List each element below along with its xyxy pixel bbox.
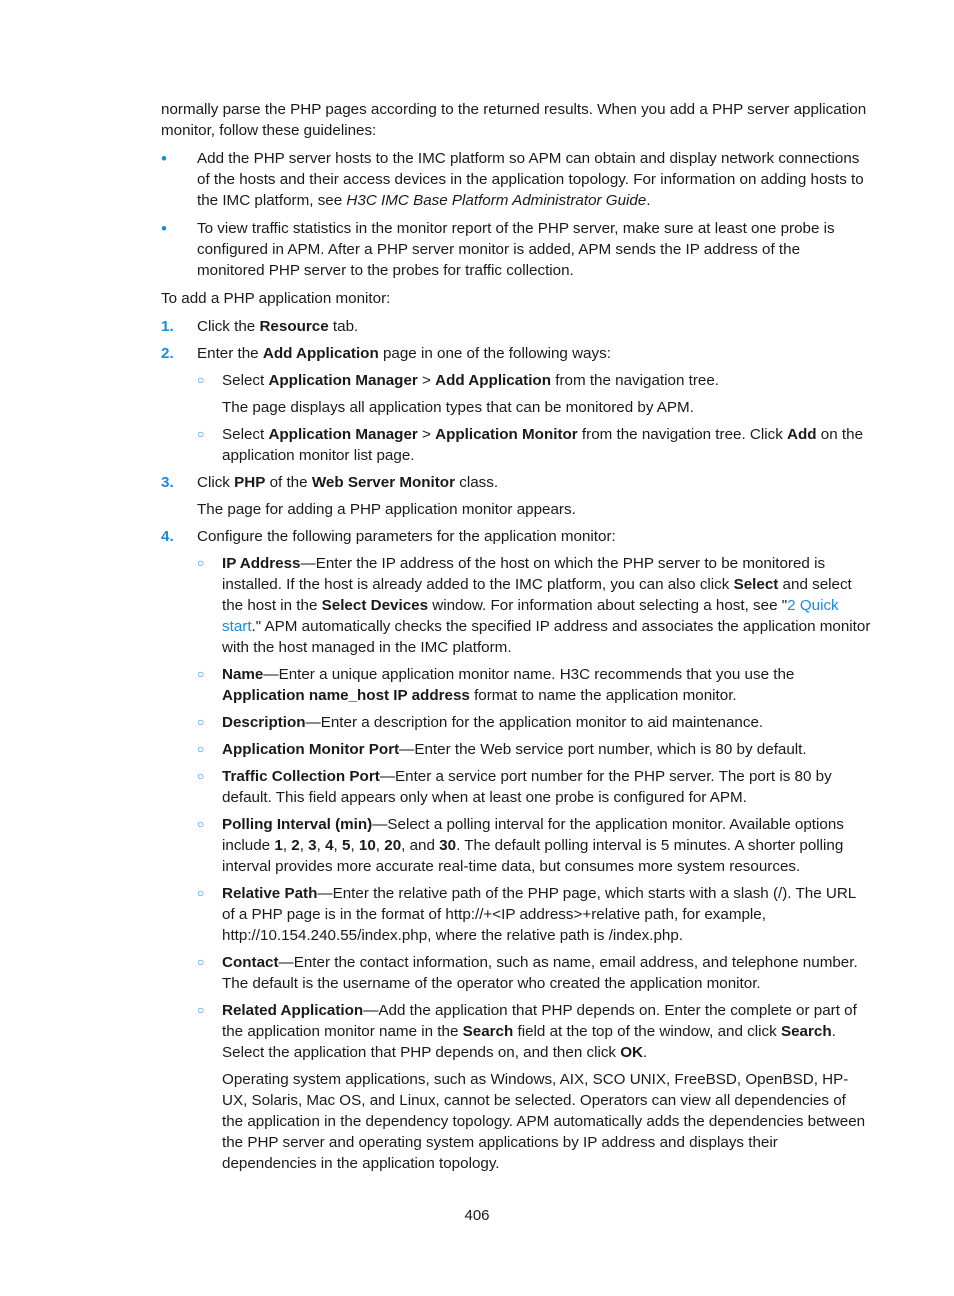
step-1: 1. Click the Resource tab. [161, 318, 359, 335]
procedure-lead: To add a PHP application monitor: [161, 290, 391, 307]
bullet-marker: • [161, 149, 167, 168]
step-2: 2. Enter the Add Application page in one of the following ways: [161, 345, 611, 362]
circle-marker: ○ [197, 769, 205, 783]
circle-marker: ○ [197, 1003, 205, 1017]
step-2-option-1: ○ Select Application Manager > Add Application from the navigation tree. [197, 372, 719, 389]
quick-start-link[interactable]: 2 Quick start [222, 597, 839, 635]
step-number: 3. [161, 474, 174, 491]
intro-paragraph: normally parse the PHP pages according to the returned results. When you add a PHP server application monitor, follow these guidelines: [161, 101, 867, 139]
related-application-note: Operating system applications, such as Windows, AIX, SCO UNIX, FreeBSD, OpenBSD, HP-UX, Solaris, Mac OS, and Linux, cannot be selected. Operators can view all dependencies of the application in the dependency topology. APM automatically adds the dependencies between the PHP server and operating system applications by IP address and displays their dependencies in the application topology. [222, 1071, 866, 1172]
circle-marker: ○ [197, 742, 205, 756]
bullet-marker: • [161, 219, 167, 238]
step-3-note: The page for adding a PHP application monitor appears. [197, 501, 576, 518]
step-number: 2. [161, 345, 174, 362]
step-2-option-2: ○ Select Application Manager > Application Monitor from the navigation tree. Click Add on the application monitor list page. [197, 426, 864, 464]
circle-marker: ○ [197, 556, 205, 570]
guide-reference: H3C IMC Base Platform Administrator Guide [346, 192, 647, 209]
page-number: 406 [464, 1207, 490, 1224]
step-number: 4. [161, 528, 174, 545]
circle-marker: ○ [197, 817, 205, 831]
page-content [161, 99, 871, 1180]
guideline-bullet-1: • Add the PHP server hosts to the IMC platform so APM can obtain and display network connections of the hosts and their access devices in the application topology. For information on adding hosts to the IMC platform, see H3C IMC Base Platform Administrator Guide. [161, 149, 864, 209]
param-polling-interval: ○ Polling Interval (min)—Select a polling interval for the application monitor. Available options include 1, 2, 3, 4, 5, 10, 20, and 30. The default polling interval is 5 minutes. A shorter polling interval provides more accurate real-time data, but consumes more system resources. [197, 816, 844, 875]
step-4: 4. Configure the following parameters for the application monitor: [161, 528, 616, 545]
param-related-application: ○ Related Application—Add the application that PHP depends on. Enter the complete or part of the application monitor name in the Search field at the top of the window, and click Search. Select the application that PHP depends on, and then click OK. [197, 1002, 857, 1061]
step-3: 3. Click PHP of the Web Server Monitor class. [161, 474, 499, 491]
circle-marker: ○ [197, 667, 205, 681]
circle-marker: ○ [197, 427, 205, 441]
circle-marker: ○ [197, 955, 205, 969]
param-relative-path: ○ Relative Path—Enter the relative path of the PHP page, which starts with a slash (/). The URL of a PHP page is in the format of http://+<IP address>+relative path, for example, http://10.154.240.55/index.php, where the relative path is /index.php. [197, 885, 856, 944]
param-contact: ○ Contact—Enter the contact information, such as name, email address, and telephone number. The default is the username of the operator who created the application monitor. [197, 954, 858, 992]
param-application-monitor-port: ○ Application Monitor Port—Enter the Web service port number, which is 80 by default. [197, 741, 807, 758]
step-2-option-1-note: The page displays all application types that can be monitored by APM. [222, 399, 694, 416]
param-description: ○ Description—Enter a description for the application monitor to aid maintenance. [197, 714, 764, 731]
guideline-bullet-2: • To view traffic statistics in the monitor report of the PHP server, make sure at least one probe is configured in APM. After a PHP server monitor is added, APM sends the IP address of the monitored PHP server to the probes for traffic collection. [161, 219, 835, 279]
step-number: 1. [161, 318, 174, 335]
circle-marker: ○ [197, 715, 205, 729]
param-ip-address: ○ IP Address—Enter the IP address of the host on which the PHP server to be monitored is installed. If the host is already added to the IMC platform, you can also click Select and select the host in the Select Devices window. For information about selecting a host, see "2 Quick start." APM automatically checks the specified IP address and associates the application monitor with the host managed in the IMC platform. [197, 555, 871, 656]
circle-marker: ○ [197, 373, 205, 387]
circle-marker: ○ [197, 886, 205, 900]
param-traffic-collection-port: ○ Traffic Collection Port—Enter a service port number for the PHP server. The port is 80 by default. This field appears only when at least one probe is configured for APM. [197, 768, 832, 806]
param-name: ○ Name—Enter a unique application monitor name. H3C recommends that you use the Application name_host IP address format to name the application monitor. [197, 666, 795, 704]
